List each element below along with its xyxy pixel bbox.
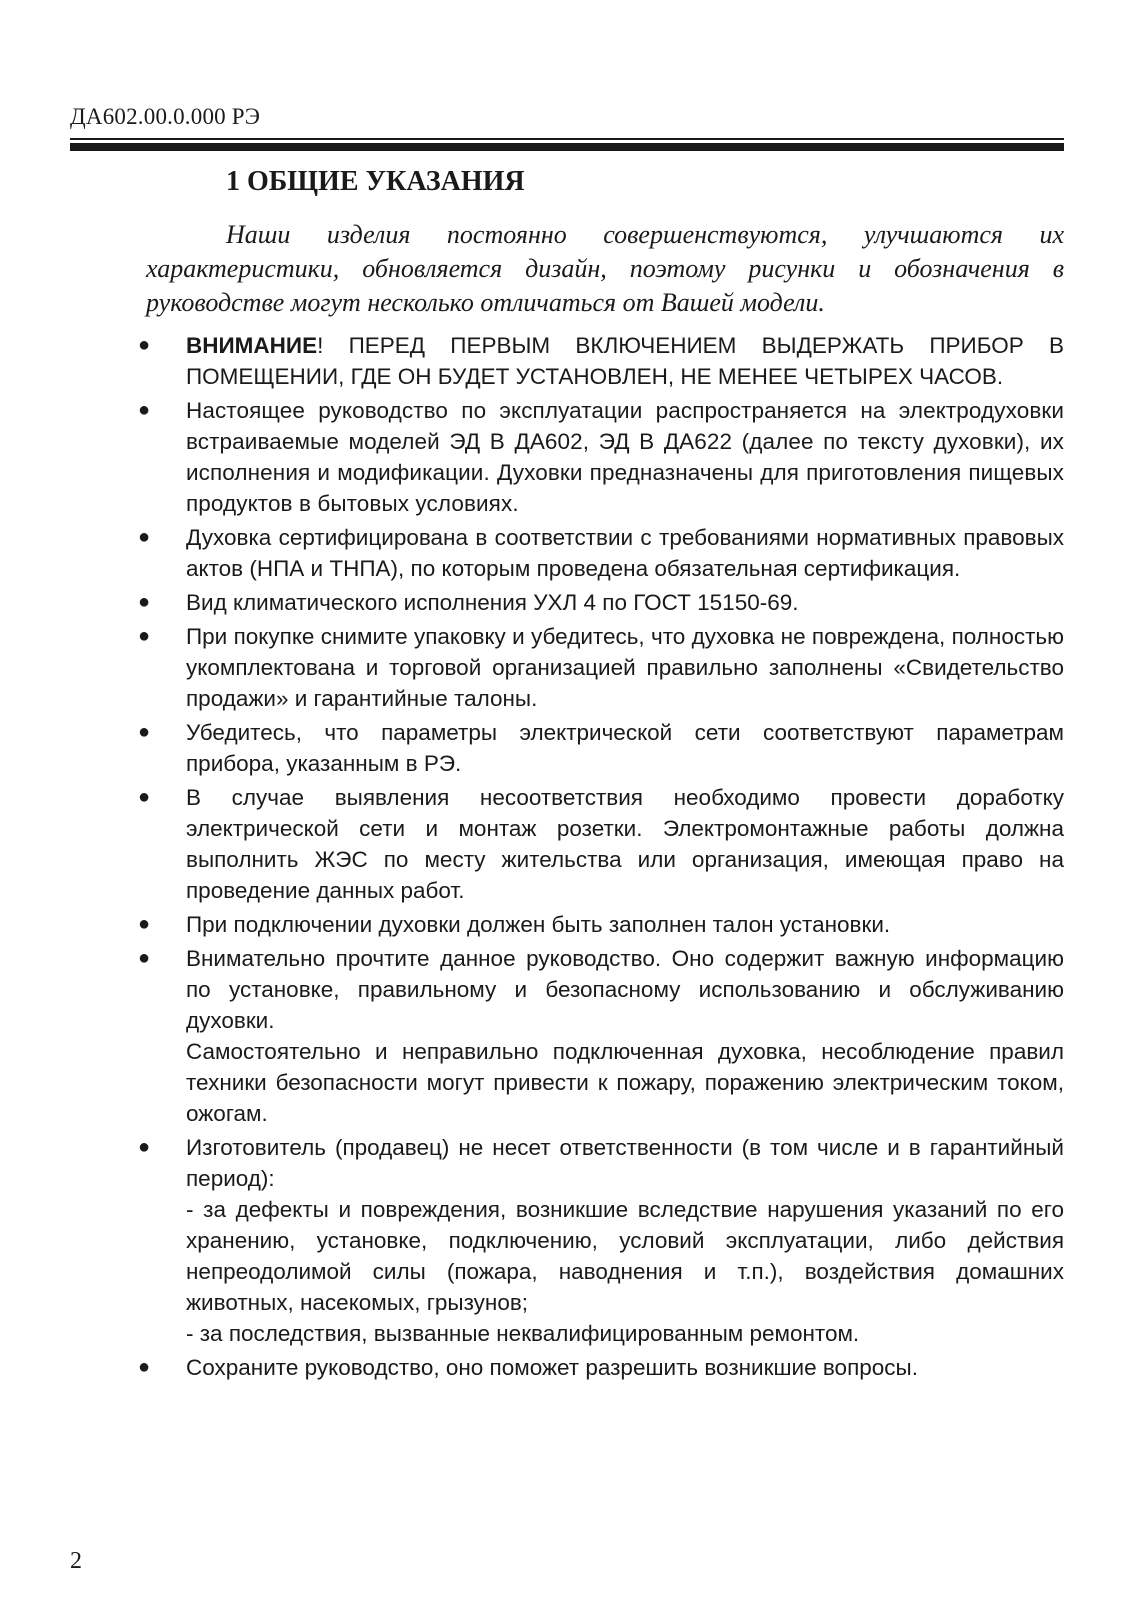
bullet-icon: ● <box>138 399 151 421</box>
list-item-text: В случае выявления несоответствия необходимо провести доработку электрической сети и монтаж розетки. Электромонтажные работы должна выполнить ЖЭС по месту жительства или организация, имеющая право на проведение данных работ. <box>186 785 1064 903</box>
list-item <box>138 909 1064 940</box>
list-item-subpoint: - за дефекты и повреждения, возникшие вследствие нарушения указаний по его хранению, установке, подключению, условий эксплуатации, либо действия непреодолимой силы (пожара, наводнения и т.п.), воздействия домашних животных, насекомых, грызунов; <box>186 1197 1064 1315</box>
list-item-text: Внимательно прочтите данное руководство. Оно содержит важную информацию по установке, правильному и безопасному использованию и обслуживанию духовки. <box>186 946 1064 1033</box>
list-item-subpoint: - за последствия, вызванные неквалифицированным ремонтом. <box>186 1321 860 1346</box>
header-rule-thin <box>70 138 1064 140</box>
list-item-text: Изготовитель (продавец) не несет ответственности (в том числе и в гарантийный период): <box>186 1135 1064 1191</box>
list-item-text: Настоящее руководство по эксплуатации распространяется на электродуховки встраиваемые моделей ЭД В ДА602, ЭД В ДА622 (далее по тексту духовки), их исполнения и модификации. Духовки предназначены для приготовления пищевых продуктов в бытовых условиях. <box>186 398 1064 516</box>
bullet-icon: ● <box>138 1136 151 1158</box>
bullet-icon: ● <box>138 947 151 969</box>
list-item <box>138 782 1064 906</box>
bullet-icon: ● <box>138 591 151 613</box>
list-item-text: Духовка сертифицирована в соответствии с требованиями нормативных правовых актов (НПА и ТНПА), по которым проведена обязательная сертификация. <box>186 525 1064 581</box>
list-item-text: При подключении духовки должен быть заполнен талон установки. <box>186 912 891 937</box>
bullet-icon: ● <box>138 1356 151 1378</box>
intro-paragraph: Наши изделия постоянно совершенствуются, улучшаются их характеристики, обновляется дизайн, поэтому рисунки и обозначения в руководстве могут несколько отличаться от Вашей модели. <box>146 220 1064 317</box>
document-code: ДА602.00.0.000 РЭ <box>70 104 261 129</box>
list-item <box>138 717 1064 779</box>
instructions-list <box>138 330 1064 1386</box>
list-item <box>138 587 1064 618</box>
list-item-text: Убедитесь, что параметры электрической сети соответствуют параметрам прибора, указанным в РЭ. <box>186 720 1064 776</box>
list-item <box>138 1132 1064 1349</box>
page-number: 2 <box>70 1548 82 1574</box>
list-item-text: ! ПЕРЕД ПЕРВЫМ ВКЛЮЧЕНИЕМ ВЫДЕРЖАТЬ ПРИБОР В ПОМЕЩЕНИИ, ГДЕ ОН БУДЕТ УСТАНОВЛЕН, НЕ МЕНЕЕ ЧЕТЫРЕХ ЧАСОВ. <box>186 333 1064 389</box>
bullet-icon: ● <box>138 625 151 647</box>
list-item <box>138 621 1064 714</box>
bullet-icon: ● <box>138 334 151 356</box>
bullet-icon: ● <box>138 913 151 935</box>
list-item <box>138 330 1064 392</box>
list-item-continuation: Самостоятельно и неправильно подключенная духовка, несоблюдение правил техники безопасности могут привести к пожару, поражению электрическим током, ожогам. <box>186 1039 1064 1126</box>
list-item <box>138 395 1064 519</box>
list-item-text: Сохраните руководство, оно поможет разрешить возникшие вопросы. <box>186 1355 918 1380</box>
header-rule-thick <box>70 143 1064 151</box>
warning-emphasis: ВНИМАНИЕ <box>186 333 318 358</box>
list-item <box>138 943 1064 1129</box>
bullet-icon: ● <box>138 786 151 808</box>
section-title: 1 ОБЩИЕ УКАЗАНИЯ <box>226 166 525 197</box>
bullet-icon: ● <box>138 526 151 548</box>
list-item-text: Вид климатического исполнения УХЛ 4 по ГОСТ 15150-69. <box>186 590 799 615</box>
list-item <box>138 1352 1064 1383</box>
bullet-icon: ● <box>138 721 151 743</box>
list-item-text: При покупке снимите упаковку и убедитесь, что духовка не повреждена, полностью укомплектована и торговой организацией правильно заполнены «Свидетельство продажи» и гарантийные талоны. <box>186 624 1064 711</box>
list-item <box>138 522 1064 584</box>
